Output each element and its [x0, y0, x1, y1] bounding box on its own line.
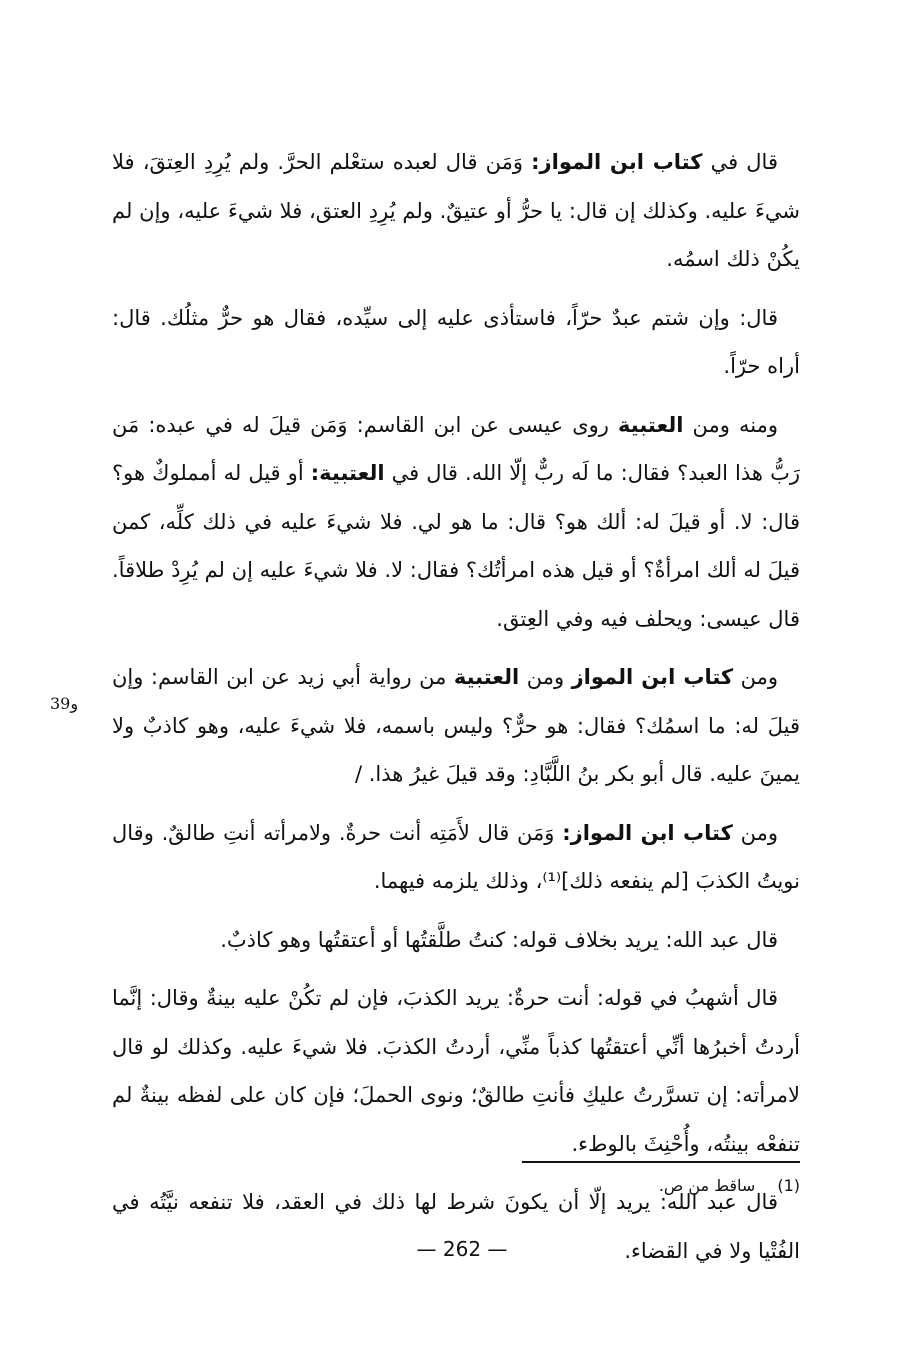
footnote-separator: [522, 1161, 800, 1163]
paragraph-text: روى عيسى عن ابن القاسم: وَمَن قيلَ له في عبده: مَن رَبُّ هذا العبد؟ فقال: ما لَه ربٌّ إلّا الله. قال في: [112, 412, 800, 485]
manuscript-folio-marker: و39: [50, 694, 79, 713]
paragraph: [112, 401, 800, 644]
paragraph-text: قال في: [702, 150, 778, 174]
paragraph-text: وَمَن قال لعبده ستعْلم الحرَّ. ولم يُرِدِ العِتقَ، فلا شيءَ عليه. وكذلك إن قال: يا حرُّ أو عتيقٌ. ولم يُرِدِ العتق، فلا شيءَ عليه، وإن لم يكُنْ ذلك اسمُه.: [112, 150, 800, 271]
paragraph-text: ومن: [733, 665, 778, 689]
page-number: — 262 —: [416, 1237, 508, 1261]
paragraph: [112, 294, 800, 391]
paragraph-text: ومن: [732, 820, 778, 845]
paragraph-text: ومن: [519, 665, 572, 689]
main-text-body: [112, 138, 800, 1285]
paragraph-text: أو قيل له أمملوكٌ هو؟ قال: لا. أو قيلَ له: ألك هو؟ قال: ما هو لي. فلا شيءَ عليه في ذلك كلِّه، كمن قيلَ له ألك امرأةٌ؟ أو قيل هذه امرأتُك؟ فقال: لا. فلا شيءَ عليه إن لم يُرِدْ طلاقاً. قال عيسى: ويحلف فيه وفي العِتق.: [112, 461, 800, 631]
paragraph: [112, 974, 800, 1168]
paragraph-text: قال عبد الله: يريد إلّا أن يكونَ شرط لها ذلك في العقد، فلا تنفعه نيَّتُه في الفُتْيا ولا في القضاء.: [112, 1190, 800, 1263]
bold-source-title: كتاب ابن المواز:: [531, 150, 703, 174]
paragraph-text: وَمَن قال لأَمَتِه أنت حرةٌ. ولامرأته أنتِ طالقٌ. وقال نويتُ الكذبَ [لم ينفعه ذلك]⁽¹⁾، وذلك يلزمه فيهما.: [112, 820, 800, 893]
bold-source-title: كتاب ابن المواز:: [562, 820, 733, 845]
bold-source-title: كتاب ابن المواز: [571, 665, 734, 689]
footnote-text: ساقط من ص.: [658, 1176, 756, 1195]
paragraph: [112, 809, 800, 906]
paragraph-text: من رواية أبي زيد عن ابن القاسم: وإن قيلَ له: ما اسمُك؟ فقال: هو حرٌّ؟ وليس باسمه، فلا شيءَ عليه، وهو كاذبٌ ولا يمينَ عليه. قال أبو بكر بنُ اللَّبَّادِ: وقد قيلَ غيرُ هذا. /: [112, 665, 800, 786]
paragraph: [112, 916, 800, 965]
footnote: [659, 1176, 800, 1195]
paragraph-text: قال أشهبُ في قوله: أنت حرةٌ: يريد الكذبَ، فإن لم تكُنْ عليه بينةٌ وقال: إنَّما أردتُ أخبرُها أنِّي أعتقتُها كذباً منِّي، أردتُ الكذبَ. فلا شيءَ عليه. وكذلك لو قال لامرأته: إن تسرَّرتُ عليكِ فأنتِ طالقٌ؛ ونوى الحملَ؛ فإن كان على لفظه بينةٌ لم تنفعْه بينتُه، وأُحْنِثَ بالوطء.: [112, 986, 800, 1156]
paragraph: [112, 653, 800, 799]
bold-source-title: العتبية: [453, 665, 520, 689]
paragraph-text: قال عبد الله: يريد بخلاف قوله: كنتُ طلَّقتُها أو أعتقتُها وهو كاذبٌ.: [220, 927, 778, 952]
paragraph-text: ومنه ومن: [683, 412, 778, 437]
footnote-number: (1): [777, 1176, 800, 1195]
bold-source-title: العتبية: [618, 412, 684, 437]
paragraph: [112, 138, 800, 284]
paragraph-text: قال: وإن شتم عبدٌ حرّاً، فاستأذى عليه إلى سيِّده، فقال هو حرٌّ مثلُك. قال: أراه حرّاً.: [112, 305, 800, 378]
bold-source-title: العتبية:: [310, 461, 385, 485]
